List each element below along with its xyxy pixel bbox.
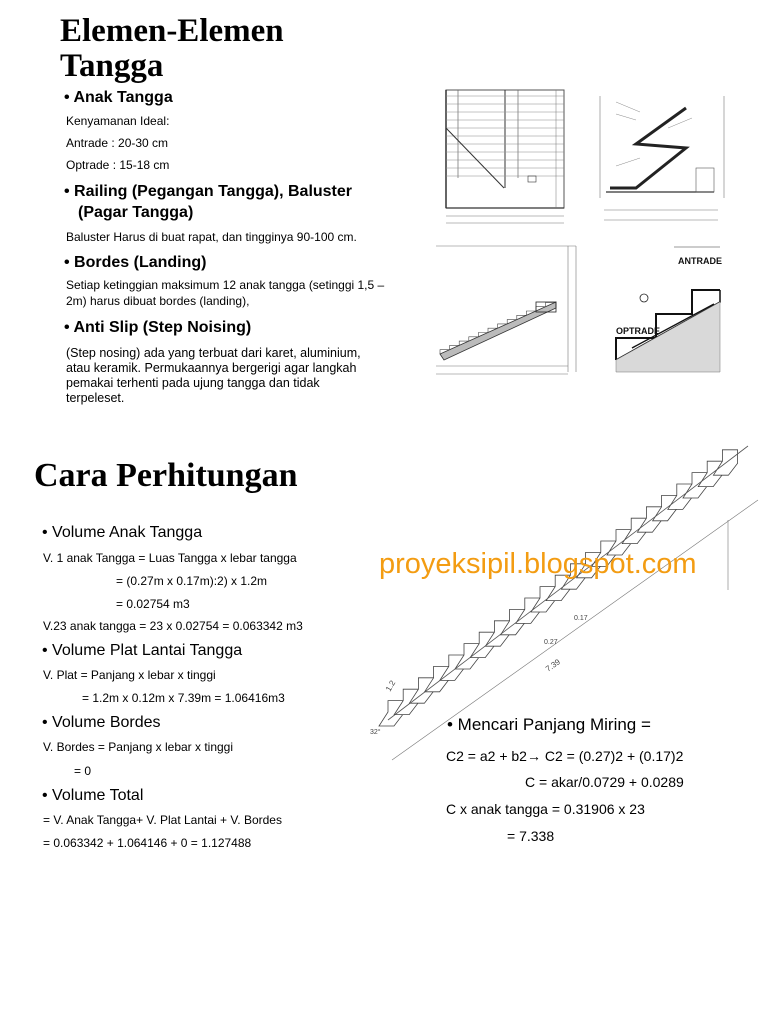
heading-panjang-miring: • Mencari Panjang Miring = [447, 715, 651, 734]
heading-bordes: • Bordes (Landing) [64, 254, 207, 271]
calc-anak-tangga-1: V. 1 anak Tangga = Luas Tangga x lebar tangga [43, 551, 297, 565]
heading-railing-line1: • Railing (Pegangan Tangga), Baluster [64, 183, 353, 200]
calc-anak-tangga-3: = 0.02754 m3 [116, 597, 190, 611]
watermark-text: proyeksipil.blogspot.com [379, 548, 697, 580]
section1-title [60, 14, 284, 83]
calc-bordes-1: V. Bordes = Panjang x lebar x tinggi [43, 740, 234, 754]
calc-bordes-2: = 0 [74, 764, 92, 778]
stair-elevation-figure [436, 242, 582, 382]
calc-plat-1: V. Plat = Panjang x lebar x tinggi [43, 668, 216, 682]
calc-total-2: = 0.063342 + 1.064146 + 0 = 1.127488 [43, 836, 252, 850]
heading-volume-bordes: • Volume Bordes [42, 714, 161, 731]
stair-plan-figure [440, 88, 576, 226]
section1-title-line1: Elemen-Elemen [60, 13, 284, 49]
heading-anti-slip: • Anti Slip (Step Noising) [64, 319, 252, 336]
text-bordes-2: 2m) harus dibuat bordes (landing), [66, 294, 250, 308]
stair-section-figure [596, 88, 732, 226]
slope-line-1: C2 = a2 + b2→ C2 = (0.27)2 + (0.17)2 [446, 748, 684, 764]
heading-anak-tangga: • Anak Tangga [64, 89, 173, 106]
text-antrade: Antrade : 20-30 cm [66, 136, 169, 150]
text-optrade: Optrade : 15-18 cm [66, 158, 170, 172]
text-antislip-4: terpeleset. [66, 391, 125, 405]
text-antislip-1: (Step nosing) ada yang terbuat dari karet, aluminium, [66, 346, 361, 360]
slope-line-4: = 7.338 [507, 828, 555, 844]
width-dimension-label: 1.2 [383, 678, 398, 693]
antrade-label: ANTRADE [678, 256, 722, 266]
slope-line-3: C x anak tangga = 0.31906 x 23 [446, 801, 645, 817]
tread-dimension-label: 0.27 [544, 639, 558, 646]
heading-volume-total: • Volume Total [42, 787, 144, 804]
length-dimension-label: 7.39 [543, 657, 562, 674]
heading-volume-plat: • Volume Plat Lantai Tangga [42, 642, 243, 659]
calc-anak-tangga-2: = (0.27m x 0.17m):2) x 1.2m [116, 574, 268, 588]
slope-line-2: C = akar/0.0729 + 0.0289 [525, 774, 684, 790]
text-kenyamanan: Kenyamanan Ideal: [66, 114, 170, 128]
rise-dimension-label: 0.17 [574, 615, 588, 622]
section2-title: Cara Perhitungan [34, 457, 298, 494]
optrade-label: OPTRADE [616, 326, 661, 336]
calc-plat-2: = 1.2m x 0.12m x 7.39m = 1.06416m3 [82, 691, 285, 705]
calc-total-1: = V. Anak Tangga+ V. Plat Lantai + V. Bordes [43, 813, 282, 827]
text-antislip-3: pemakai terhenti pada ujung tangga dan tidak [66, 376, 320, 390]
heading-railing-line2: (Pagar Tangga) [78, 204, 194, 221]
antrade-optrade-figure [596, 242, 732, 382]
text-baluster: Baluster Harus di buat rapat, dan tingginya 90-100 cm. [66, 230, 357, 244]
heading-volume-anak-tangga: • Volume Anak Tangga [42, 524, 203, 541]
text-antislip-2: atau keramik. Permukaannya bergerigi agar langkah [66, 361, 357, 375]
section1-title-line2: Tangga [60, 47, 164, 84]
angle-dimension-label: 32° [370, 729, 381, 736]
text-bordes-1: Setiap ketinggian maksimum 12 anak tangga (setinggi 1,5 – [66, 278, 385, 292]
calc-anak-tangga-4: V.23 anak tangga = 23 x 0.02754 = 0.063342 m3 [43, 619, 303, 633]
